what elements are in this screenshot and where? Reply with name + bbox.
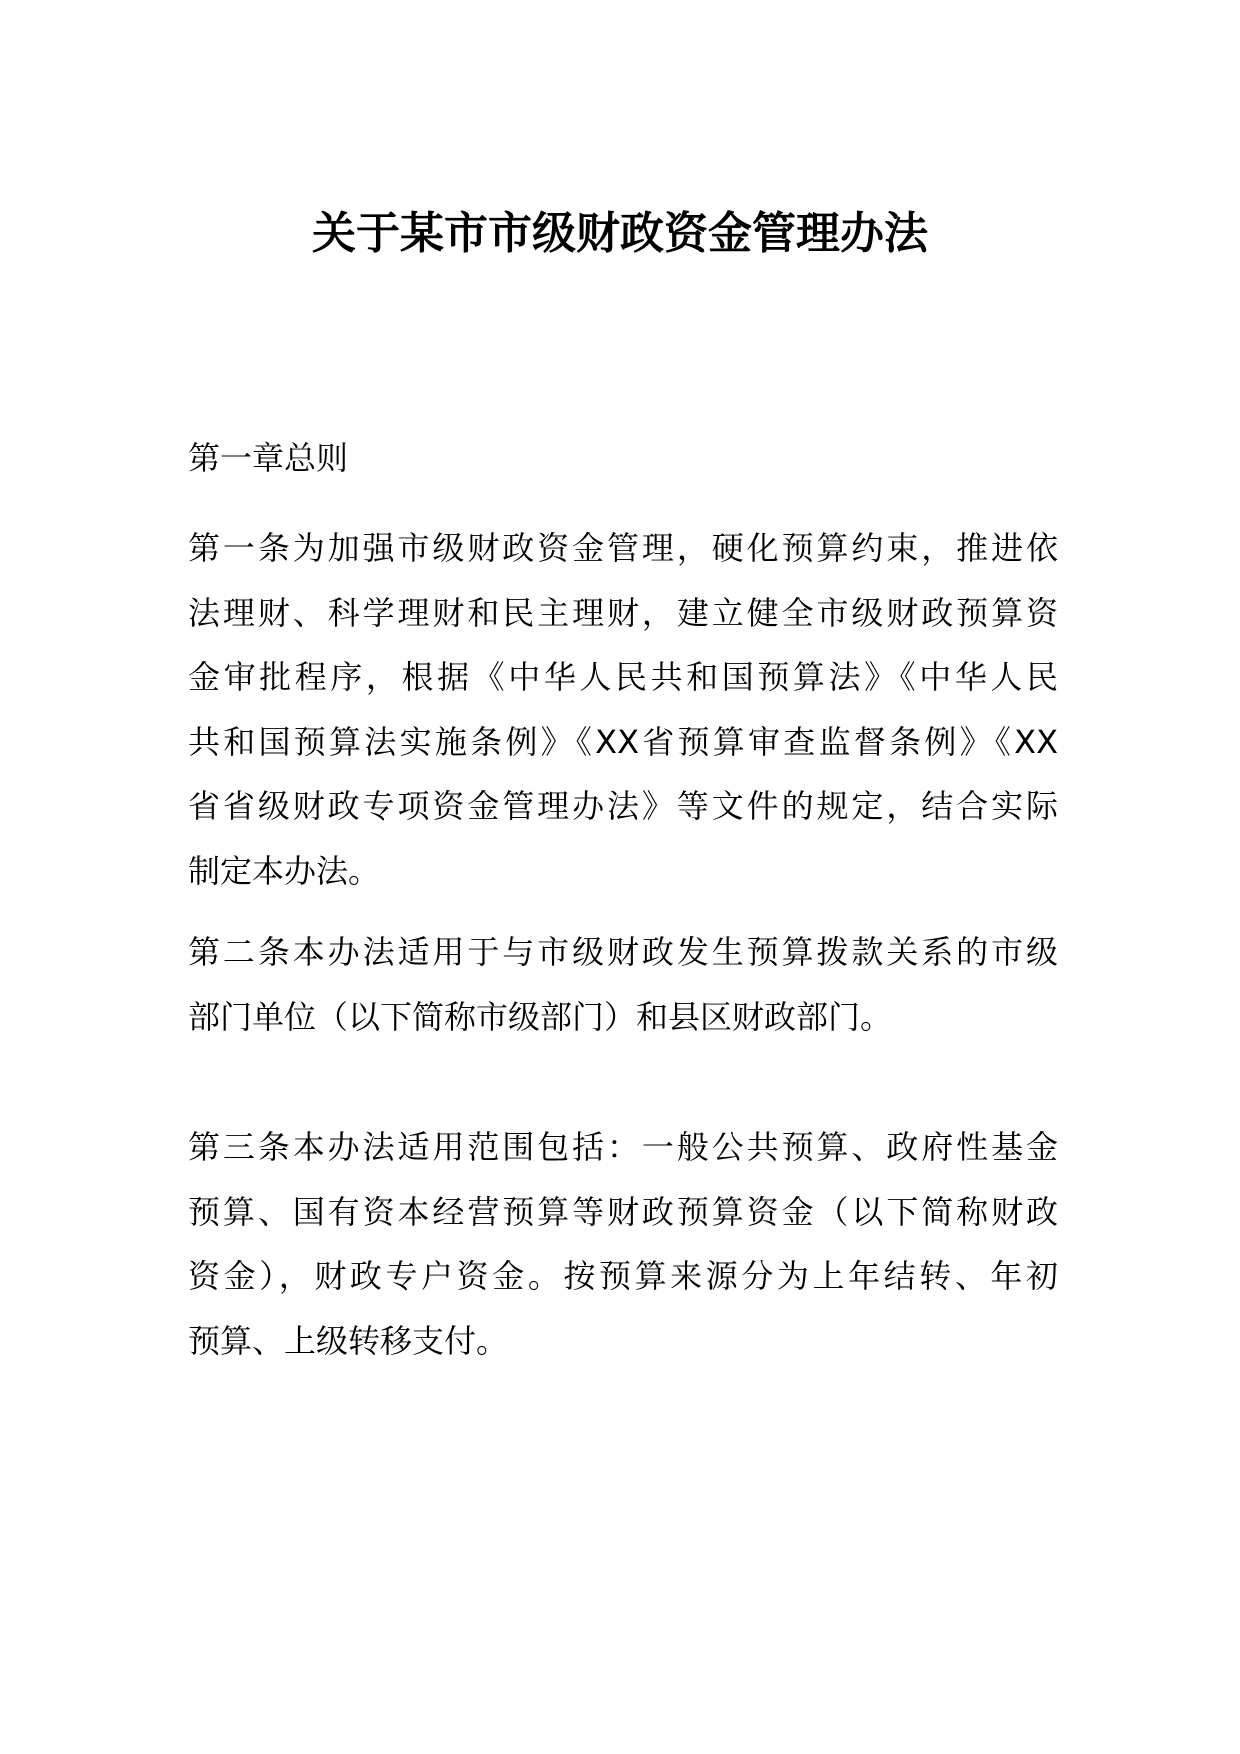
paragraph-line: 共和国预算法实施条例》《XX省预算审查监督条例》《XX [188, 722, 1058, 761]
document-title: 关于某市市级财政资金管理办法 [312, 208, 928, 259]
chapter-heading-text: 第一章总则 [188, 439, 349, 477]
paragraph-line: 法理财、科学理财和民主理财，建立健全市级财政预算资 [188, 593, 1058, 632]
article-2 [188, 920, 1058, 1049]
paragraph-line: 第一条为加强市级财政资金管理，硬化预算约束，推进依 [188, 529, 1058, 567]
paragraph-line: 预算、上级转移支付。 [188, 1321, 509, 1360]
paragraph-line: 制定本办法。 [188, 851, 381, 890]
chapter-heading [188, 426, 1058, 491]
paragraph-line: 第二条本办法适用于与市级财政发生预算拨款关系的市级 [188, 933, 1058, 971]
paragraph-line: 金审批程序，根据《中华人民共和国预算法》《中华人民 [188, 658, 1058, 696]
article-3 [188, 1115, 1058, 1373]
paragraph-line: 部门单位（以下简称市级部门）和县区财政部门。 [188, 997, 893, 1036]
paragraph-line: 预算、国有资本经营预算等财政预算资金（以下简称财政 [188, 1192, 1058, 1231]
paragraph-line: 省省级财政专项资金管理办法》等文件的规定，结合实际 [188, 787, 1058, 825]
article-1 [188, 516, 1058, 903]
paragraph-line: 资金），财政专户资金。按预算来源分为上年结转、年初 [188, 1257, 1058, 1295]
paragraph-line: 第三条本办法适用范围包括：一般公共预算、政府性基金 [188, 1128, 1058, 1166]
